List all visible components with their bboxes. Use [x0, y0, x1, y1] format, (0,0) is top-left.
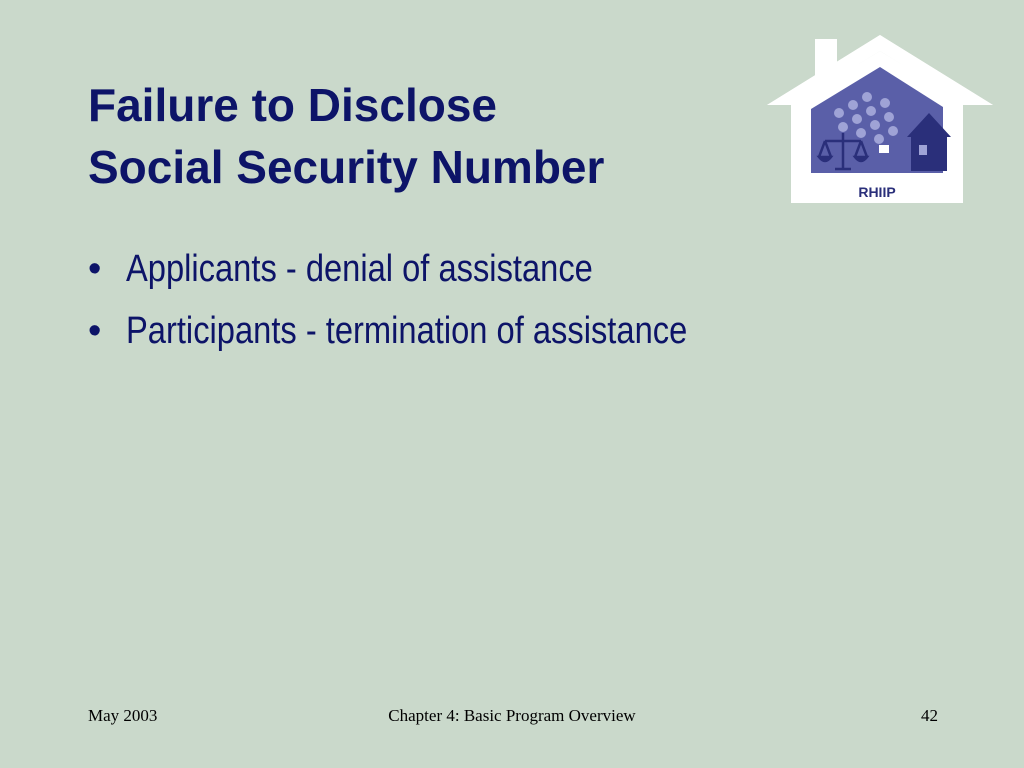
house-logo-icon	[767, 33, 993, 205]
footer-date: May 2003	[88, 706, 158, 725]
logo-text: RHIIP	[858, 184, 896, 200]
slide-title	[88, 74, 604, 198]
footer-page-number: 42	[921, 706, 938, 725]
bullet-icon: •	[88, 310, 102, 352]
bullet-icon: •	[88, 248, 102, 290]
title-line-2: Social Security Number	[88, 141, 605, 193]
bullet-text: Participants - termination of assistance	[126, 310, 688, 352]
list-item	[88, 238, 779, 300]
footer-chapter: Chapter 4: Basic Program Overview	[388, 706, 636, 725]
list-item	[88, 300, 779, 362]
bullet-text: Applicants - denial of assistance	[126, 248, 593, 290]
title-line-1: Failure to Disclose	[88, 79, 498, 131]
bullet-list	[88, 238, 779, 362]
